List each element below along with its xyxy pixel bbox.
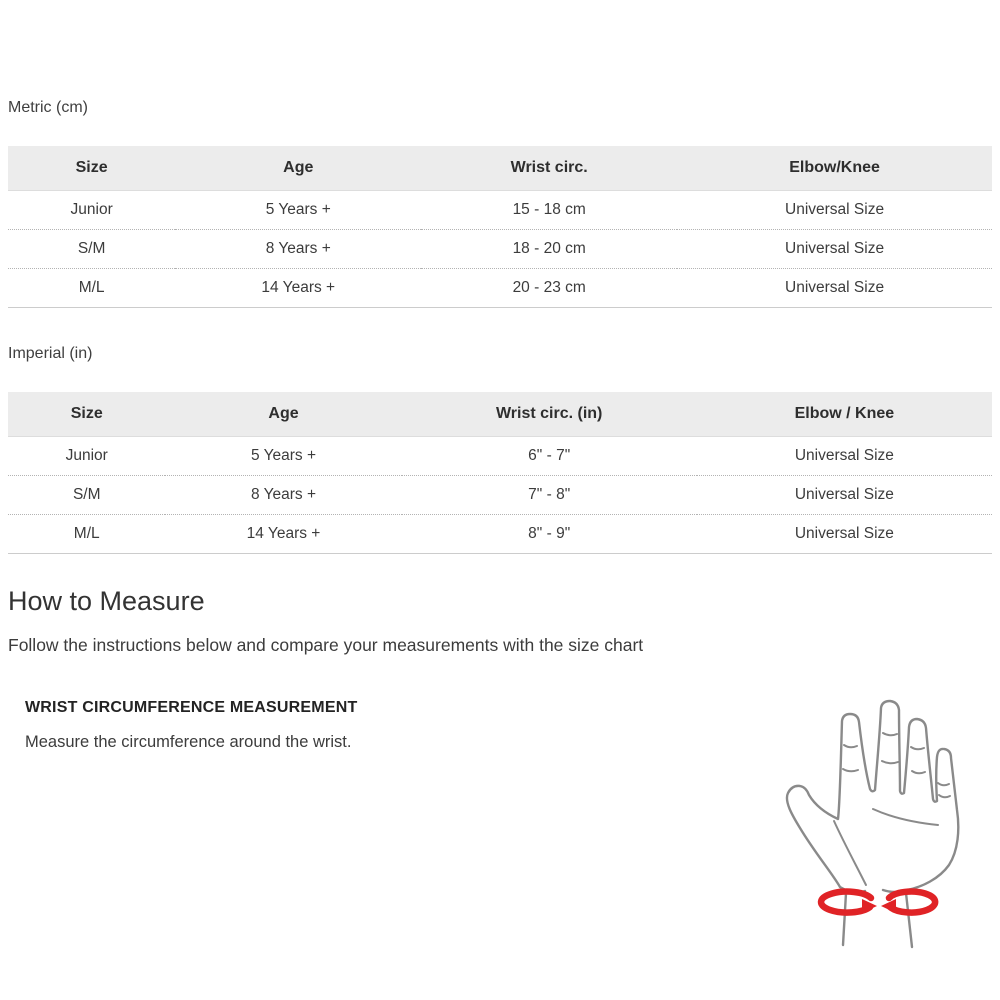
imperial-size-table: [8, 392, 992, 554]
cell-elbow-knee: Universal Size: [697, 476, 992, 515]
metric-header-row: [8, 146, 992, 191]
imperial-col-header-age: Age: [165, 392, 401, 437]
cell-wrist: 6" - 7": [528, 447, 571, 464]
cell-age: 5 Years +: [265, 201, 331, 218]
metric-col-header-elbow-knee: Elbow/Knee: [677, 146, 992, 191]
metric-section-heading: Metric (cm): [8, 99, 88, 116]
metric-size-table: [8, 146, 992, 308]
table-row: [8, 230, 992, 269]
cell-wrist: 18 - 20 cm: [421, 230, 677, 269]
cell-elbow-knee: Universal Size: [794, 447, 894, 464]
cell-elbow-knee: Universal Size: [677, 230, 992, 269]
cell-size: S/M: [8, 230, 175, 269]
cell-wrist: 20 - 23 cm: [421, 269, 677, 308]
cell-size: M/L: [8, 269, 175, 308]
table-row: [8, 515, 992, 554]
cell-wrist: 7" - 8": [402, 476, 697, 515]
imperial-col-header-wrist: Wrist circ. (in): [402, 392, 697, 437]
imperial-section-heading: Imperial (in): [8, 345, 93, 362]
wrist-measurement-text: Measure the circumference around the wrist.: [25, 733, 352, 751]
cell-elbow-knee: Universal Size: [697, 515, 992, 554]
cell-size: S/M: [8, 476, 165, 515]
cell-elbow-knee: Universal Size: [677, 269, 992, 308]
wrist-measurement-heading: WRIST CIRCUMFERENCE MEASUREMENT: [25, 699, 358, 716]
cell-size: M/L: [8, 515, 165, 554]
cell-age: 14 Years +: [165, 515, 401, 554]
wrist-measure-arrows-icon: [821, 892, 935, 913]
metric-col-header-size: Size: [8, 146, 175, 191]
hand-wrist-measure-illustration: [770, 693, 970, 958]
metric-col-header-age: Age: [175, 146, 421, 191]
cell-wrist: 8" - 9": [402, 515, 697, 554]
cell-age: 14 Years +: [175, 269, 421, 308]
imperial-header-row: [8, 392, 992, 437]
metric-col-header-wrist: Wrist circ.: [421, 146, 677, 191]
cell-size: Junior: [70, 201, 113, 218]
table-row: [8, 269, 992, 308]
cell-age: 8 Years +: [175, 230, 421, 269]
imperial-col-header-elbow-knee: Elbow / Knee: [697, 392, 992, 437]
cell-age: 8 Years +: [165, 476, 401, 515]
imperial-col-header-size: Size: [8, 392, 165, 437]
cell-size: Junior: [65, 447, 108, 464]
table-row: [8, 191, 992, 230]
cell-wrist: 15 - 18 cm: [512, 201, 586, 218]
table-row: [8, 476, 992, 515]
cell-elbow-knee: Universal Size: [785, 201, 885, 218]
how-to-measure-title: How to Measure: [8, 586, 205, 616]
how-to-measure-subtitle: Follow the instructions below and compare your measurements with the size chart: [8, 635, 644, 655]
table-row: [8, 437, 992, 476]
cell-age: 5 Years +: [250, 447, 317, 464]
